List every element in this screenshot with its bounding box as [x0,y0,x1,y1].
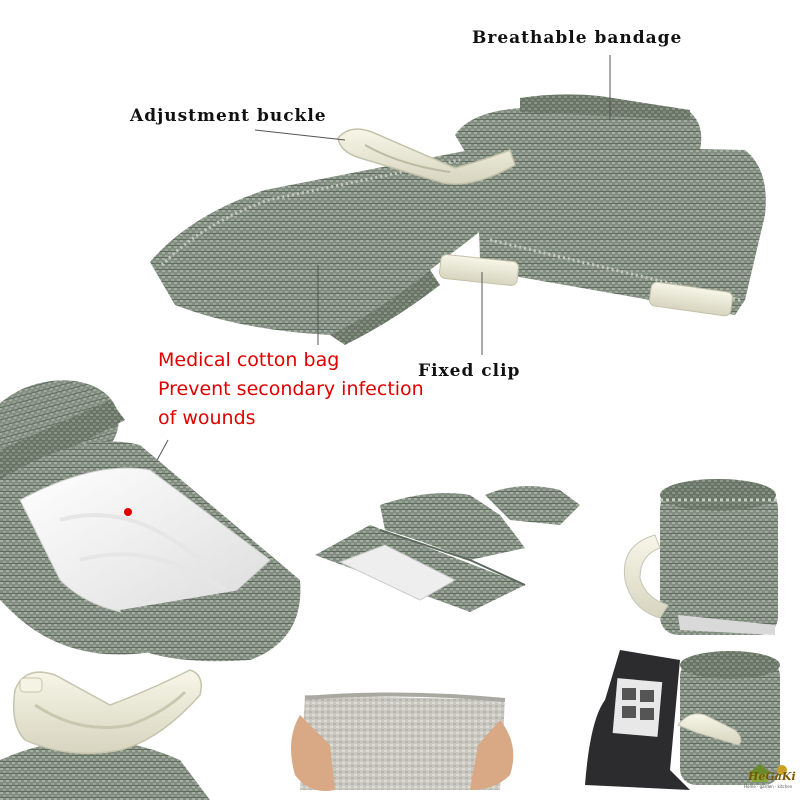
brand-logo-tagline: Home · garden · kitchen [744,784,793,789]
adjustment-buckle-label: Adjustment buckle [130,106,327,126]
medical-cotton-label-line2: Prevent secondary infection [158,378,424,400]
main-bandage-photo [150,94,766,345]
red-dot-marker [124,508,132,516]
fixed-clip-label: Fixed clip [418,361,521,381]
stretch-demo-photo [291,690,513,800]
rolled-bandage-with-clip-photo [624,479,778,635]
medical-cotton-label-line1: Medical cotton bag [158,349,340,371]
buckle-closeup-photo [0,670,210,800]
flat-bandage-photo [315,486,580,612]
breathable-bandage-label: Breathable bandage [472,28,683,48]
medical-cotton-label-line3: of wounds [158,407,256,429]
brand-logo-text: HeGaKi [748,770,796,783]
